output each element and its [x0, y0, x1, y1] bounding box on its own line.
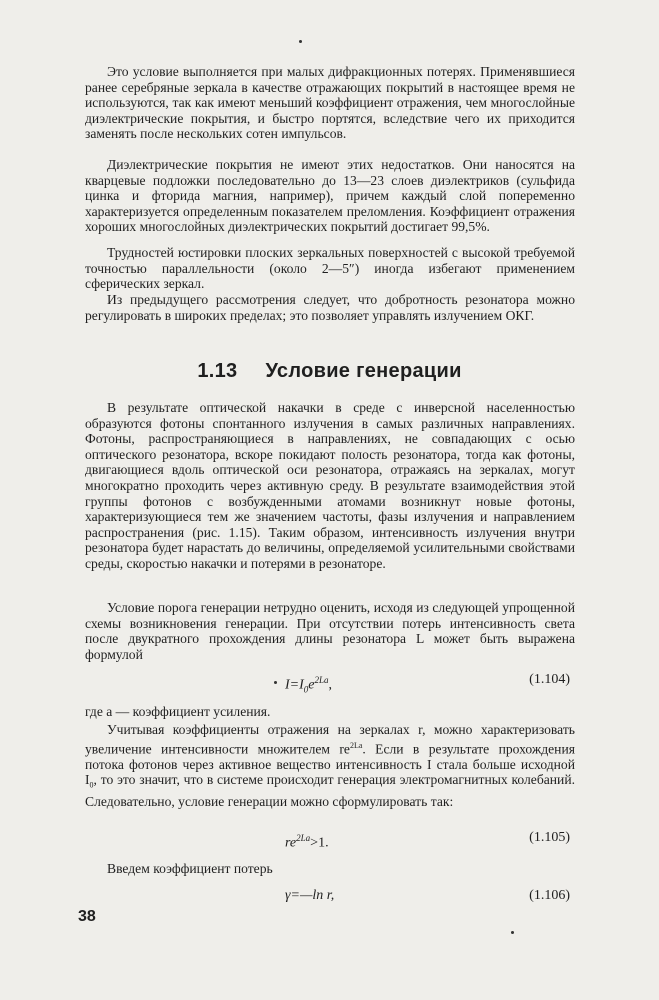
- paragraph-threshold: Условие порога генерации нетрудно оценить, исходя из следующей упрощенной схемы возникновения генерации. При отсутствии потерь интенсивность света после двукратного прохождения длины резонатора L может быть выражена формулой: [85, 600, 575, 662]
- section-title: Условие генерации: [265, 360, 462, 382]
- paragraph-q-factor: Из предыдущего рассмотрения следует, что добротность резонатора можно регулировать в широких пределах; это позволяет управлять излучением ОКГ.: [85, 292, 575, 323]
- paragraph-loss-coefficient: Введем коэффициент потерь: [107, 861, 273, 876]
- formula-expression: γ=—ln r,: [285, 888, 335, 903]
- print-speck: [274, 681, 277, 684]
- equation-number: (1.104): [529, 672, 570, 687]
- section-heading: [0, 360, 659, 383]
- paragraph-dielectric: Диэлектрические покрытия не имеют этих недостатков. Они наносятся на кварцевые подложки последовательно до 13—23 слоев диэлектриков (сульфида цинка и фторида магния, например), причем каждый слой попеременно характеризуется определенным показателем преломления. Коэффициент отражения хороших многослойных диэлектрических покрытий достигает 99,5%.: [85, 157, 575, 235]
- print-speck: [299, 40, 302, 43]
- paragraph-reflection: Учитывая коэффициенты отражения на зеркалах r, можно характеризовать увеличение интенсивности множителем $re^{2La}$. Если в результате прохождения потока фотонов через активное вещество интенсивность I стала больше исходной $I_0$, то это значит, что в системе происходит генерация электромагнитных колебаний. Следовательно, условие генерации можно сформулировать так:: [85, 722, 575, 809]
- paragraph-pumping: В результате оптической накачки в среде с инверсной населенностью образуются фотоны спонтанного излучения в самых различных направлениях. Фотоны, распространяющиеся в направлениях, не совпадающих с осью оптического резонатора, вскоре покидают полость резонатора, тогда как фотоны, двигающиеся вдоль оптической оси резонатора, отражаясь на зеркалах, могут многократно проходить через активную среду. В результате взаимодействия этой группы фотонов с возбужденными атомами возникнут новые фотоны, характеризующиеся тем же значением частоты, фазы излучения и направлением распространения (рис. 1.15). Таким образом, интенсивность излучения внутри резонатора будет нарастать до величины, определяемой усилительными свойствами среды, скоростью накачки и потерями в резонаторе.: [85, 400, 575, 571]
- paragraph-gain-coefficient: где a — коэффициент усиления.: [85, 704, 271, 719]
- page-number: 38: [78, 908, 96, 925]
- equation-number: (1.106): [529, 888, 570, 903]
- formula-expression: $I=I_0e^{2La}$,: [285, 675, 333, 695]
- paragraph-mirrors: Это условие выполняется при малых дифракционных потерях. Применявшиеся ранее серебряные зеркала в качестве отражающих покрытий в настоящее время не используются, так как имеют меньший коэффициент отражения, чем многослойные диэлектрические покрытия, и быстро портятся, вследствие чего их приходится заменять после нескольких сотен импульсов.: [85, 64, 575, 142]
- equation-number: (1.105): [529, 830, 570, 845]
- paragraph-alignment: Трудностей юстировки плоских зеркальных поверхностей с высокой требуемой точностью параллельности (около 2—5″) иногда избегают применением сферических зеркал.: [85, 245, 575, 292]
- print-speck: [511, 931, 514, 934]
- section-number: 1.13: [197, 360, 238, 382]
- formula-expression: $re^{2La}>1$.: [285, 833, 329, 851]
